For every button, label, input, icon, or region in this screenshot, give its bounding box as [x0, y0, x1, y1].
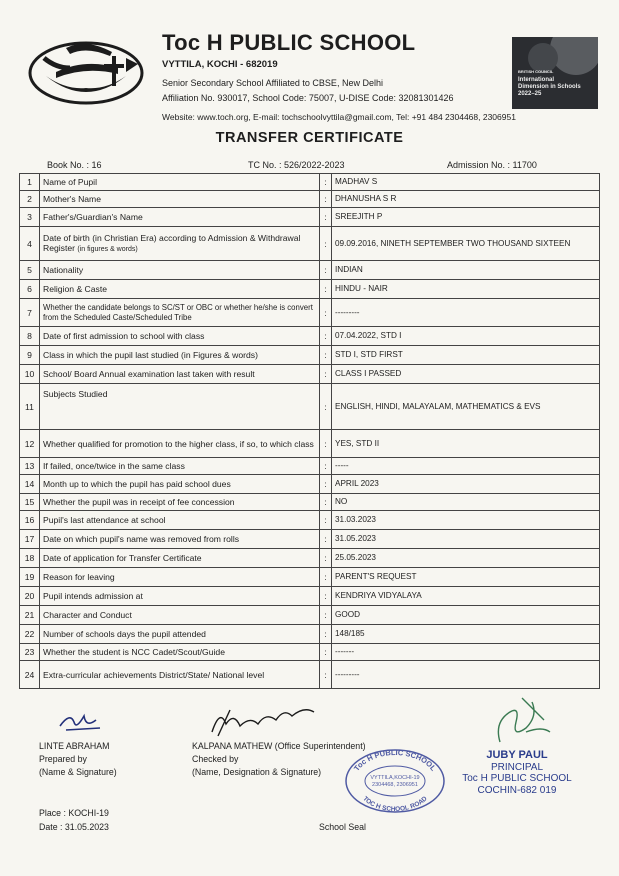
row-label-text: If failed, once/twice in the same class	[43, 461, 185, 471]
table-row	[20, 261, 600, 280]
place-label: Place : KOCHI-19	[39, 808, 109, 818]
row-label-text: Month up to which the pupil has paid school dues	[43, 479, 231, 489]
row-number: 24	[20, 661, 40, 689]
row-label	[40, 299, 320, 327]
table-row	[20, 346, 600, 365]
table-row	[20, 174, 600, 191]
table-row	[20, 227, 600, 261]
row-number: 16	[20, 511, 40, 530]
table-row	[20, 475, 600, 494]
row-colon: :	[320, 549, 332, 568]
row-number: 10	[20, 365, 40, 384]
tc-number: TC No. : 526/2022-2023	[248, 160, 345, 170]
admission-number: Admission No. : 11700	[447, 160, 537, 170]
row-value: DHANUSHA S R	[332, 191, 600, 208]
svg-text:Toc H PUBLIC SCHOOL	[352, 748, 438, 773]
row-label	[40, 458, 320, 475]
row-number: 21	[20, 606, 40, 625]
row-colon: :	[320, 530, 332, 549]
row-number: 11	[20, 384, 40, 430]
row-label	[40, 174, 320, 191]
checked-by-note: (Name, Designation & Signature)	[192, 767, 322, 777]
table-row	[20, 568, 600, 587]
row-value: SREEJITH P	[332, 208, 600, 227]
row-value: 31.03.2023	[332, 511, 600, 530]
row-label	[40, 587, 320, 606]
row-value: MADHAV S	[332, 174, 600, 191]
row-number: 23	[20, 644, 40, 661]
badge-line-3: 2022–25	[518, 91, 542, 97]
row-number: 15	[20, 494, 40, 511]
row-label-text: Pupil's last attendance at school	[43, 515, 166, 525]
row-value: HINDU - NAIR	[332, 280, 600, 299]
row-number: 20	[20, 587, 40, 606]
table-row	[20, 494, 600, 511]
table-row	[20, 644, 600, 661]
certificate-title: TRANSFER CERTIFICATE	[215, 130, 404, 146]
row-number: 19	[20, 568, 40, 587]
row-label-text: Whether the candidate belongs to SC/ST or OBC or whether he/she is convert from the Scheduled Caste/Scheduled Tribe	[43, 302, 313, 322]
row-number: 18	[20, 549, 40, 568]
row-colon: :	[320, 346, 332, 365]
school-seal-stamp	[344, 745, 446, 813]
school-logo	[26, 38, 146, 108]
table-row	[20, 606, 600, 625]
row-value: INDIAN	[332, 261, 600, 280]
row-label	[40, 530, 320, 549]
international-dimension-badge	[512, 37, 598, 109]
row-colon: :	[320, 174, 332, 191]
row-value: -------	[332, 644, 600, 661]
principal-school: Toc H PUBLIC SCHOOL	[462, 773, 572, 784]
row-value: 148/185	[332, 625, 600, 644]
row-label	[40, 346, 320, 365]
row-number: 8	[20, 327, 40, 346]
row-label	[40, 549, 320, 568]
row-label-text: Date of first admission to school with class	[43, 331, 205, 341]
row-colon: :	[320, 606, 332, 625]
row-label	[40, 327, 320, 346]
row-value: NO	[332, 494, 600, 511]
table-row	[20, 530, 600, 549]
row-value: CLASS I PASSED	[332, 365, 600, 384]
row-label	[40, 568, 320, 587]
row-number: 1	[20, 174, 40, 191]
principal-city: COCHIN-682 019	[477, 784, 557, 796]
seal-top-text: Toc H PUBLIC SCHOOL	[352, 747, 438, 773]
row-number: 14	[20, 475, 40, 494]
school-name: Toc H PUBLIC SCHOOL	[162, 30, 416, 55]
badge-line-1: International	[518, 77, 555, 83]
row-label-text: Whether the pupil was in receipt of fee concession	[43, 497, 235, 507]
row-label	[40, 475, 320, 494]
table-row	[20, 280, 600, 299]
row-number: 9	[20, 346, 40, 365]
row-label	[40, 606, 320, 625]
row-value: 09.09.2016, NINETH SEPTEMBER TWO THOUSAND SIXTEEN	[332, 227, 600, 261]
table-row	[20, 587, 600, 606]
row-value: GOOD	[332, 606, 600, 625]
row-colon: :	[320, 568, 332, 587]
row-label-text: Number of schools days the pupil attended	[43, 629, 206, 639]
row-label	[40, 208, 320, 227]
row-label	[40, 365, 320, 384]
row-label-text: School/ Board Annual examination last taken with result	[43, 369, 255, 379]
table-row	[20, 365, 600, 384]
row-label-text: Nationality	[43, 265, 84, 275]
row-label-text: Whether qualified for promotion to the higher class, if so, to which class	[43, 438, 314, 449]
row-colon: :	[320, 384, 332, 430]
table-row	[20, 208, 600, 227]
row-value: ENGLISH, HINDI, MALAYALAM, MATHEMATICS & EVS	[332, 384, 600, 430]
row-number: 22	[20, 625, 40, 644]
row-label-text: Date of application for Transfer Certificate	[43, 553, 202, 563]
seal-center-line-2: 2304468, 2306951	[372, 782, 418, 788]
certificate-table	[19, 173, 600, 689]
school-seal-label: School Seal	[319, 822, 366, 832]
table-row	[20, 661, 600, 689]
row-label-text: Date on which pupil's name was removed from rolls	[43, 534, 240, 544]
row-label-text: Father's/Guardian's Name	[43, 212, 143, 222]
row-label-text: Religion & Caste	[43, 284, 108, 294]
row-colon: :	[320, 494, 332, 511]
row-label-text: Reason for leaving	[43, 572, 115, 582]
table-row	[20, 511, 600, 530]
row-number: 4	[20, 227, 40, 261]
row-value: 31.05.2023	[332, 530, 600, 549]
row-colon: :	[320, 661, 332, 689]
row-label	[40, 384, 320, 430]
row-label-text: Mother's Name	[43, 194, 101, 204]
row-value: ---------	[332, 299, 600, 327]
row-colon: :	[320, 511, 332, 530]
row-label-text: Date of birth (in Christian Era) according to Admission & Withdrawal Register	[43, 232, 301, 253]
row-value: APRIL 2023	[332, 475, 600, 494]
row-value: -----	[332, 458, 600, 475]
checked-by-name: KALPANA MATHEW (Office Superintendent)	[192, 741, 366, 751]
row-colon: :	[320, 430, 332, 458]
row-label-note: (in figures & words)	[77, 245, 138, 253]
row-colon: :	[320, 587, 332, 606]
row-label	[40, 625, 320, 644]
row-label	[40, 494, 320, 511]
book-number: Book No. : 16	[47, 160, 102, 170]
principal-signature	[486, 692, 556, 748]
date-label: Date : 31.05.2023	[39, 822, 109, 832]
row-number: 3	[20, 208, 40, 227]
affiliation-line-1: Senior Secondary School Affiliated to CBSE, New Delhi	[162, 78, 383, 88]
row-label	[40, 191, 320, 208]
row-label	[40, 511, 320, 530]
row-value: 25.05.2023	[332, 549, 600, 568]
table-row	[20, 625, 600, 644]
row-label-text: Subjects Studied	[43, 389, 108, 399]
row-label-text: Name of Pupil	[43, 177, 97, 187]
table-row	[20, 549, 600, 568]
row-label	[40, 430, 320, 458]
seal-bottom-text: TOC H SCHOOL ROAD	[361, 795, 429, 813]
row-number: 13	[20, 458, 40, 475]
row-value: 07.04.2022, STD I	[332, 327, 600, 346]
row-number: 5	[20, 261, 40, 280]
table-row	[20, 299, 600, 327]
table-row	[20, 430, 600, 458]
row-label-text: Class in which the pupil last studied (in Figures & words)	[43, 350, 258, 360]
row-label	[40, 661, 320, 689]
row-value: ---------	[332, 661, 600, 689]
prepared-by-note: (Name & Signature)	[39, 767, 117, 777]
table-row	[20, 384, 600, 430]
table-row	[20, 191, 600, 208]
school-address: VYTTILA, KOCHI - 682019	[162, 59, 278, 70]
row-colon: :	[320, 458, 332, 475]
checked-signature	[200, 702, 320, 738]
row-colon: :	[320, 208, 332, 227]
row-label-text: Pupil intends admission at	[43, 591, 143, 601]
badge-logo-text: BRITISH COUNCIL	[518, 69, 554, 74]
row-value: YES, STD II	[332, 430, 600, 458]
principal-title: PRINCIPAL	[490, 761, 544, 773]
prepared-signature	[56, 708, 104, 734]
row-colon: :	[320, 365, 332, 384]
row-colon: :	[320, 227, 332, 261]
row-value: STD I, STD FIRST	[332, 346, 600, 365]
row-value: KENDRIYA VIDYALAYA	[332, 587, 600, 606]
row-label	[40, 227, 320, 261]
row-number: 12	[20, 430, 40, 458]
row-label-text: Character and Conduct	[43, 610, 132, 620]
prepared-by-name: LINTE ABRAHAM	[39, 741, 110, 751]
row-colon: :	[320, 644, 332, 661]
row-number: 2	[20, 191, 40, 208]
affiliation-line-2: Affiliation No. 930017, School Code: 75007, U-DISE Code: 32081301426	[162, 93, 454, 103]
row-label	[40, 261, 320, 280]
table-row	[20, 327, 600, 346]
row-label	[40, 644, 320, 661]
svg-text:TOC H SCHOOL ROAD	[361, 795, 429, 813]
badge-line-2: Dimension in Schools	[518, 84, 581, 90]
row-number: 7	[20, 299, 40, 327]
row-colon: :	[320, 299, 332, 327]
table-row	[20, 458, 600, 475]
seal-center-line-1: VYTTILA,KOCHI-19	[370, 775, 420, 781]
checked-by-label: Checked by	[192, 754, 239, 764]
prepared-by-label: Prepared by	[39, 754, 87, 764]
row-colon: :	[320, 191, 332, 208]
row-number: 6	[20, 280, 40, 299]
row-colon: :	[320, 327, 332, 346]
row-label-text: Extra-curricular achievements District/State/ National level	[43, 669, 265, 680]
row-label-text: Whether the student is NCC Cadet/Scout/Guide	[43, 647, 225, 657]
school-contact: Website: www.toch.org, E-mail: tochschoolvyttila@gmail.com, Tel: +91 484 2304468, 2306951	[162, 112, 516, 122]
principal-name: JUBY PAUL	[486, 749, 548, 761]
row-label	[40, 280, 320, 299]
row-value: PARENT'S REQUEST	[332, 568, 600, 587]
row-number: 17	[20, 530, 40, 549]
row-colon: :	[320, 475, 332, 494]
row-colon: :	[320, 261, 332, 280]
row-colon: :	[320, 280, 332, 299]
row-colon: :	[320, 625, 332, 644]
